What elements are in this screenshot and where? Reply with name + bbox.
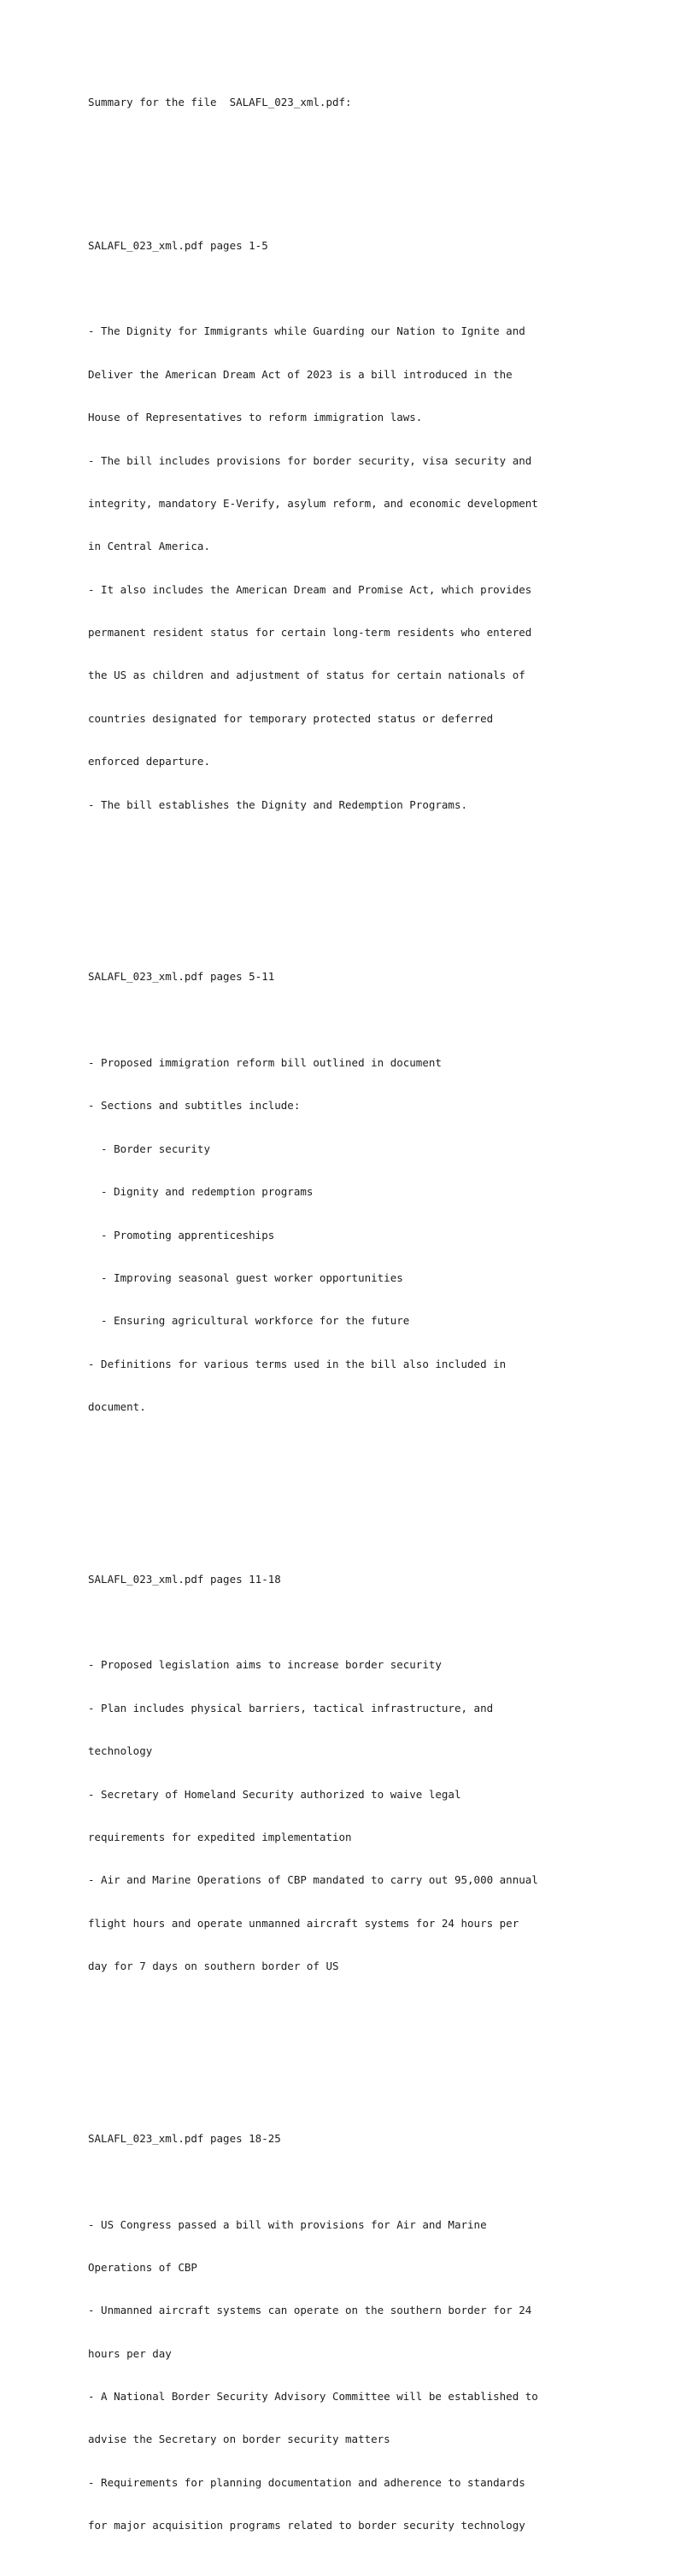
summary-line: in Central America. (88, 540, 210, 553)
summary-line: - Air and Marine Operations of CBP mandated to carry out 95,000 annual (88, 1873, 538, 1887)
summary-section (88, 1544, 677, 2003)
summary-line: - It also includes the American Dream and Promise Act, which provides (88, 582, 532, 596)
summary-section (88, 210, 677, 841)
summary-line: requirements for expedited implementation (88, 1831, 352, 1844)
summary-line: Operations of CBP (88, 2260, 197, 2274)
summary-subline: - Promoting apprenticeships (88, 1228, 275, 1241)
summary-line: document. (88, 1400, 146, 1414)
summary-line: - Plan includes physical barriers, tactical infrastructure, and (88, 1701, 494, 1714)
document-page (88, 67, 677, 2576)
summary-line: - The Dignity for Immigrants while Guarding our Nation to Ignite and (88, 324, 525, 338)
spacer (88, 138, 677, 153)
summary-line: advise the Secretary on border security matters (88, 2433, 390, 2446)
spacer (88, 282, 677, 296)
summary-line: - The bill establishes the Dignity and Redemption Programs. (88, 797, 468, 811)
summary-line: integrity, mandatory E-Verify, asylum reform, and economic development (88, 496, 538, 510)
section-heading: SALAFL_023_xml.pdf pages 1-5 (88, 238, 268, 252)
summary-line: House of Representatives to reform immigration laws. (88, 411, 423, 424)
summary-line: hours per day (88, 2346, 172, 2360)
spacer (88, 870, 677, 885)
summary-line: - Proposed immigration reform bill outlined in document (88, 1055, 442, 1069)
summary-subline: - Improving seasonal guest worker opportunities (88, 1270, 403, 1284)
summary-line: flight hours and operate unmanned aircraft systems for 24 hours per (88, 1916, 519, 1930)
summary-line: - US Congress passed a bill with provisions for Air and Marine (88, 2217, 487, 2231)
spacer (88, 1472, 677, 1487)
summary-line: enforced departure. (88, 755, 210, 768)
summary-line: - Proposed legislation aims to increase border security (88, 1658, 442, 1672)
summary-subline: - Border security (88, 1142, 210, 1155)
summary-section (88, 942, 677, 1444)
spacer (88, 1013, 677, 1028)
document-title: Summary for the file SALAFL_023_xml.pdf: (88, 95, 352, 108)
summary-line: countries designated for temporary protected status or deferred (88, 711, 494, 725)
summary-line: - Sections and subtitles include: (88, 1099, 301, 1113)
summary-line: - Definitions for various terms used in the bill also included in (88, 1357, 507, 1370)
summary-line: day for 7 days on southern border of US (88, 1960, 339, 1973)
summary-line: the US as children and adjustment of status for certain nationals of (88, 669, 525, 682)
summary-line: - Secretary of Homeland Security authorized to waive legal (88, 1787, 461, 1801)
summary-line: - Unmanned aircraft systems can operate on the southern border for 24 (88, 2304, 532, 2317)
spacer (88, 2031, 677, 2046)
summary-line: permanent resident status for certain long-term residents who entered (88, 626, 532, 640)
section-heading: SALAFL_023_xml.pdf pages 18-25 (88, 2131, 281, 2145)
summary-line: - Requirements for planning documentation and adherence to standards (88, 2475, 525, 2489)
summary-line: Deliver the American Dream Act of 2023 is a bill introduced in the (88, 367, 513, 381)
summary-section (88, 2103, 677, 2562)
summary-line: technology (88, 1744, 153, 1758)
summary-line: - The bill includes provisions for border security, visa security and (88, 453, 532, 467)
summary-line: for major acquisition programs related to border security technology (88, 2519, 525, 2532)
summary-subline: - Dignity and redemption programs (88, 1185, 314, 1199)
summary-subline: - Ensuring agricultural workforce for the future (88, 1314, 410, 1328)
spacer (88, 2175, 677, 2189)
section-heading: SALAFL_023_xml.pdf pages 5-11 (88, 970, 275, 984)
summary-line: - A National Border Security Advisory Committee will be established to (88, 2390, 538, 2404)
section-heading: SALAFL_023_xml.pdf pages 11-18 (88, 1572, 281, 1586)
spacer (88, 1615, 677, 1630)
